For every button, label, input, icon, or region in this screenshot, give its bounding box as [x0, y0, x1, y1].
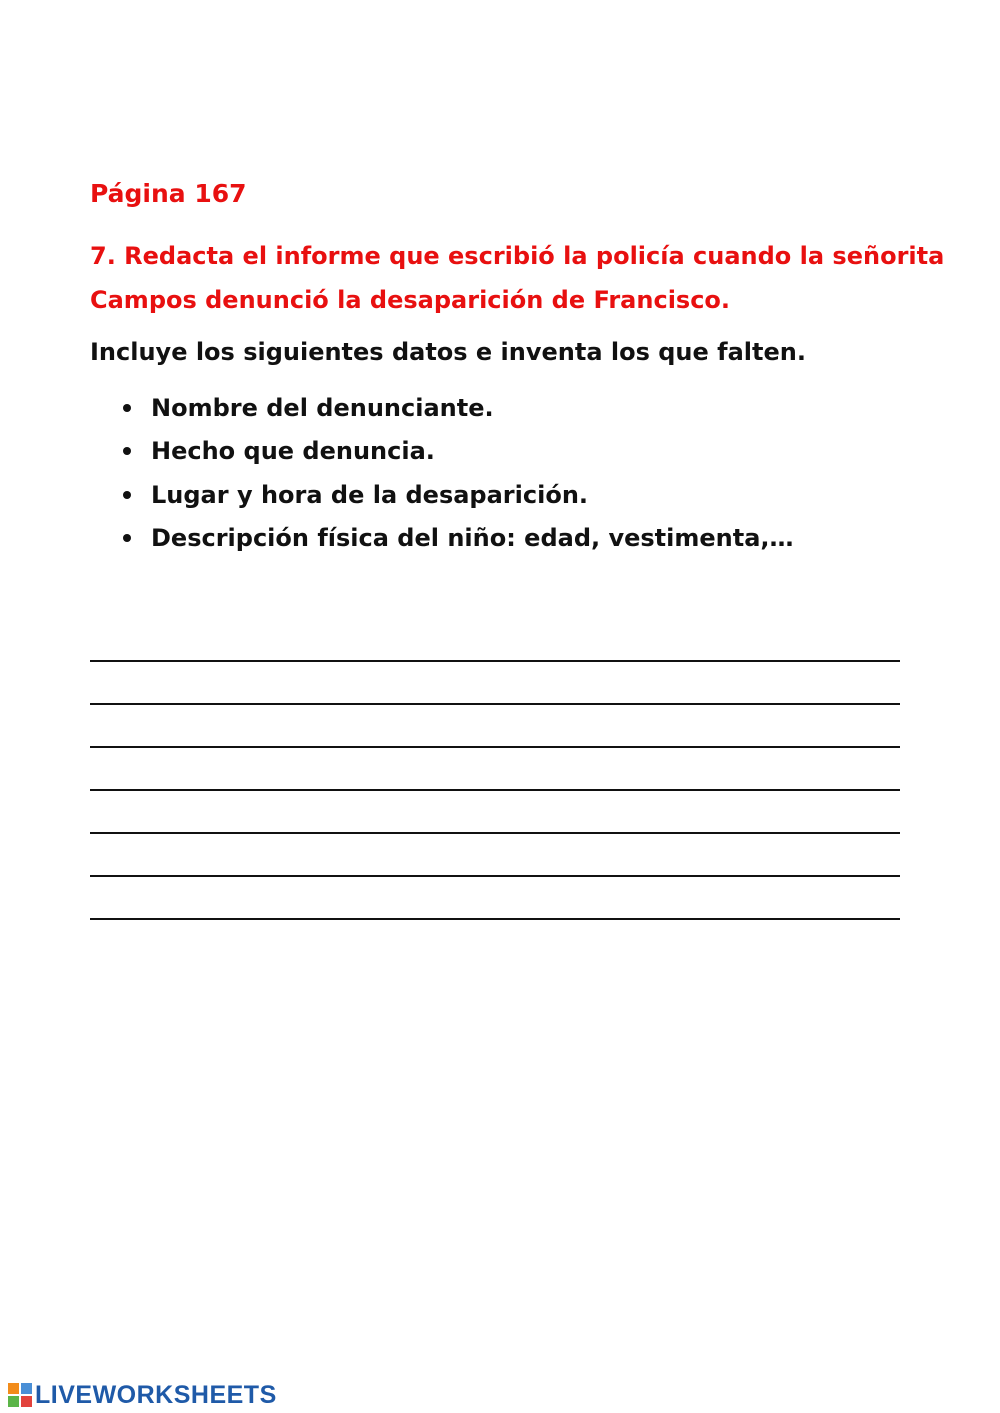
answer-line[interactable] [90, 832, 900, 834]
answer-line[interactable] [90, 703, 900, 705]
page-title: Página 167 [90, 179, 247, 208]
bullet-icon [123, 404, 131, 412]
list-item-text: Hecho que denuncia. [151, 437, 435, 466]
question-prompt [90, 234, 945, 322]
list-item-text: Nombre del denunciante. [151, 394, 494, 422]
liveworksheets-logo [8, 1381, 277, 1409]
question-line: Campos denunció la desaparición de Francisco. [90, 286, 731, 314]
instruction-text: Incluye los siguientes datos e inventa los que falten. [90, 338, 806, 366]
bullet-icon [123, 491, 131, 499]
answer-line[interactable] [90, 875, 900, 877]
list-item [90, 477, 794, 520]
list-item [90, 390, 794, 433]
question-line: 7. Redacta el informe que escribió la policía cuando la señorita [90, 242, 945, 270]
answer-line[interactable] [90, 660, 900, 662]
requirements-list [90, 390, 794, 563]
answer-line[interactable] [90, 918, 900, 920]
answer-line[interactable] [90, 746, 900, 748]
list-item [90, 520, 794, 563]
bullet-icon [123, 534, 131, 542]
liveworksheets-logo-icon [8, 1383, 32, 1407]
answer-line[interactable] [90, 789, 900, 791]
list-item-text: Descripción física del niño: edad, vestimenta,… [151, 523, 794, 552]
list-item-text: Lugar y hora de la desaparición. [151, 480, 589, 509]
brand-name: LIVEWORKSHEETS [35, 1381, 277, 1409]
list-item [90, 433, 794, 476]
bullet-icon [123, 447, 131, 455]
